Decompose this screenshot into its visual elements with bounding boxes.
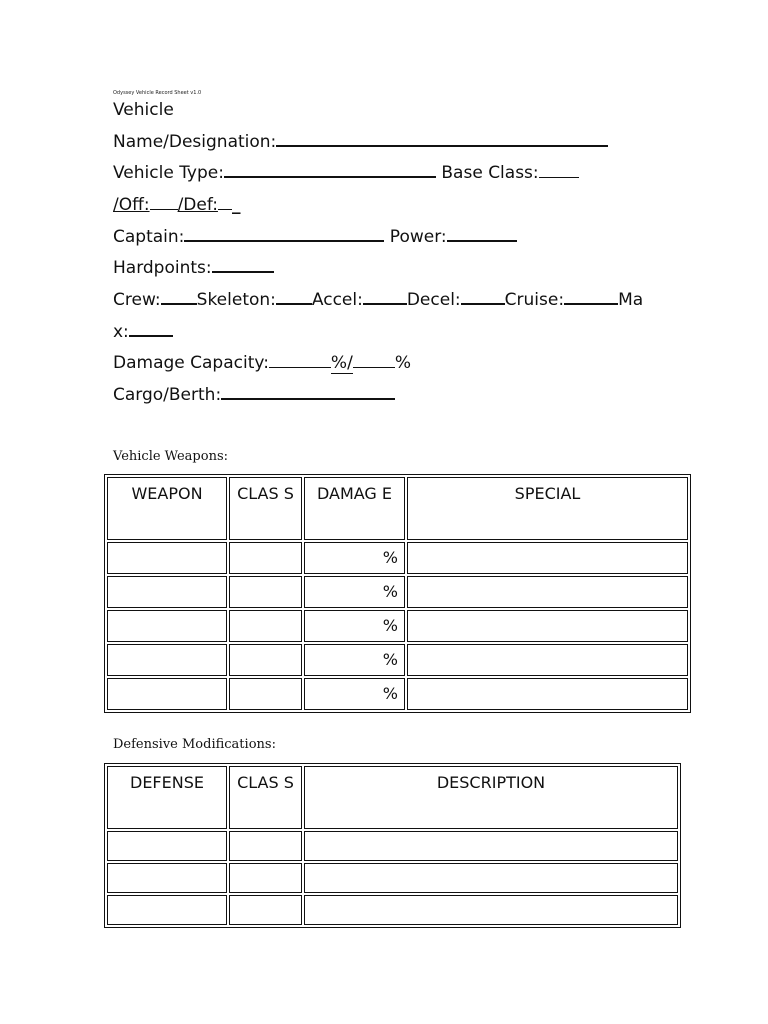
base-class-blank[interactable]	[539, 163, 579, 178]
crew-label: Crew:	[113, 290, 161, 310]
type-field	[113, 162, 579, 184]
cruise-blank[interactable]	[564, 289, 618, 305]
table-row	[107, 831, 678, 861]
class-cell[interactable]	[229, 644, 302, 676]
cruise-label: Cruise:	[504, 290, 565, 310]
cargo-field	[113, 384, 395, 406]
hardpoints-blank[interactable]	[212, 257, 274, 273]
defense-cell[interactable]	[107, 863, 227, 893]
name-blank[interactable]	[276, 131, 608, 147]
skeleton-blank[interactable]	[276, 289, 312, 305]
defenses-table	[104, 763, 681, 928]
table-row	[107, 610, 688, 642]
crew-blank[interactable]	[161, 289, 197, 305]
damage-label: Damage Capacity:	[113, 353, 269, 373]
def-tail: _	[231, 195, 241, 215]
class-cell[interactable]	[229, 863, 302, 893]
class-column-header: CLAS S	[229, 766, 302, 829]
table-row	[107, 576, 688, 608]
special-cell[interactable]	[407, 644, 688, 676]
power-label: Power:	[389, 227, 447, 247]
accel-blank[interactable]	[363, 289, 407, 305]
power-blank[interactable]	[447, 226, 517, 242]
table-row	[107, 895, 678, 925]
weapon-cell[interactable]	[107, 644, 227, 676]
captain-field	[113, 226, 517, 248]
name-label: Name/Designation:	[113, 132, 277, 152]
type-label: Vehicle Type:	[113, 163, 224, 183]
max-label-b: x:	[113, 322, 129, 342]
class-cell[interactable]	[229, 895, 302, 925]
table-row	[107, 863, 678, 893]
special-cell[interactable]	[407, 576, 688, 608]
decel-label: Decel:	[406, 290, 461, 310]
weapon-column-header: WEAPON	[107, 477, 227, 540]
defenses-section-label: Defensive Modifications:	[113, 737, 276, 752]
class-column-header: CLAS S	[229, 477, 302, 540]
hardpoints-label: Hardpoints:	[113, 258, 212, 278]
damage-blank-2[interactable]	[353, 353, 395, 368]
damage-mid: %/	[330, 353, 353, 373]
special-column-header: SPECIAL	[407, 477, 688, 540]
defenses-header-row	[107, 766, 678, 829]
damage-cell[interactable]: %	[304, 678, 405, 710]
weapon-cell[interactable]	[107, 678, 227, 710]
table-row	[107, 644, 688, 676]
class-cell[interactable]	[229, 831, 302, 861]
special-cell[interactable]	[407, 610, 688, 642]
damage-field	[113, 352, 411, 374]
weapons-table	[104, 474, 691, 713]
weapons-header-row	[107, 477, 688, 540]
hardpoints-field	[113, 257, 274, 279]
max-blank[interactable]	[129, 321, 173, 337]
weapon-cell[interactable]	[107, 610, 227, 642]
off-blank[interactable]	[150, 195, 178, 210]
damage-column-header: DAMAG E	[304, 477, 405, 540]
damage-cell[interactable]: %	[304, 542, 405, 574]
weapon-cell[interactable]	[107, 576, 227, 608]
damage-cell[interactable]: %	[304, 576, 405, 608]
def-label: /Def:	[177, 195, 218, 215]
special-cell[interactable]	[407, 542, 688, 574]
sheet-title: Odyssey Vehicle Record Sheet v1.0	[113, 90, 202, 96]
damage-cell[interactable]: %	[304, 610, 405, 642]
name-field	[113, 131, 608, 153]
decel-blank[interactable]	[461, 289, 505, 305]
defense-cell[interactable]	[107, 895, 227, 925]
base-class-label: Base Class:	[441, 163, 539, 183]
weapon-cell[interactable]	[107, 542, 227, 574]
off-label: /Off:	[113, 195, 150, 215]
description-cell[interactable]	[304, 863, 678, 893]
accel-label: Accel:	[311, 290, 363, 310]
defense-cell[interactable]	[107, 831, 227, 861]
class-cell[interactable]	[229, 576, 302, 608]
damage-blank-1[interactable]	[269, 353, 331, 368]
cargo-label: Cargo/Berth:	[113, 385, 222, 405]
class-cell[interactable]	[229, 678, 302, 710]
captain-label: Captain:	[113, 227, 185, 247]
description-column-header: DESCRIPTION	[304, 766, 678, 829]
defense-column-header: DEFENSE	[107, 766, 227, 829]
vehicle-label: Vehicle	[113, 100, 174, 120]
cargo-blank[interactable]	[221, 384, 395, 400]
class-cell[interactable]	[229, 610, 302, 642]
type-blank[interactable]	[224, 162, 436, 178]
off-def-field	[113, 194, 240, 216]
damage-end: %	[394, 353, 411, 373]
table-row	[107, 542, 688, 574]
max-field	[113, 321, 173, 343]
damage-cell[interactable]: %	[304, 644, 405, 676]
weapons-section-label: Vehicle Weapons:	[113, 449, 229, 464]
max-label-a: Ma	[618, 290, 644, 310]
crew-stats-field	[113, 289, 643, 311]
skeleton-label: Skeleton:	[196, 290, 276, 310]
class-cell[interactable]	[229, 542, 302, 574]
special-cell[interactable]	[407, 678, 688, 710]
captain-blank[interactable]	[184, 226, 384, 242]
description-cell[interactable]	[304, 831, 678, 861]
table-row	[107, 678, 688, 710]
def-blank[interactable]	[218, 195, 232, 210]
description-cell[interactable]	[304, 895, 678, 925]
